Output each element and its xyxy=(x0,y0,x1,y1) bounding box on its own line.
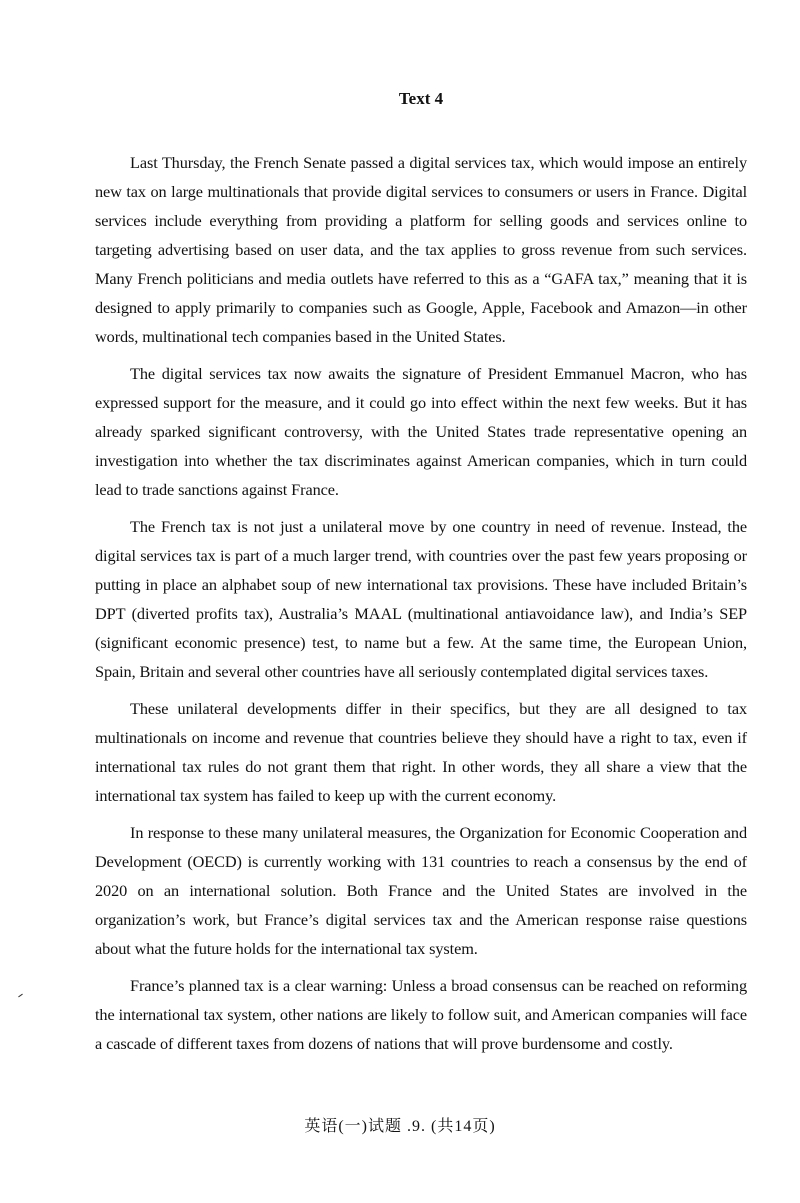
paragraph-6: France’s planned tax is a clear warning: Unless a broad consensus can be reached on reforming the international tax system, other nations are likely to follow suit, and American companies will face a cascade of different taxes from dozens of nations that will prove burdensome and costly. xyxy=(95,976,747,1053)
document-title: Text 4 xyxy=(398,89,444,108)
paragraph-5: In response to these many unilateral measures, the Organization for Economic Cooperation and Development (OECD) is currently working with 131 countries to reach a consensus by the end of 2020 on an international solution. Both France and the United States are involved in the organization’s work, but France’s digital services tax and the American response raise questions about what the future holds for the international tax system. xyxy=(95,823,747,958)
paragraph-3: The French tax is not just a unilateral move by one country in need of revenue. Instead, the digital services tax is part of a much larger trend, with countries over the past few years proposing or putting in place an alphabet soup of new international tax provisions. These have included Britain’s DPT (diverted profits tax), Australia’s MAAL (multinational antiavoidance law), and India’s SEP (significant economic presence) test, to name but a few. At the same time, the European Union, Spain, Britain and several other countries have all seriously contemplated digital services taxes. xyxy=(95,517,747,681)
paragraph-2: The digital services tax now awaits the signature of President Emmanuel Macron, who has expressed support for the measure, and it could go into effect within the next few weeks. But it has already sparked significant controversy, with the United States trade representative opening an investigation into whether the tax discriminates against American companies, which in turn could lead to trade sanctions against France. xyxy=(95,364,747,499)
paragraph-1: Last Thursday, the French Senate passed a digital services tax, which would impose an entirely new tax on large multinationals that provide digital services to consumers or users in France. Digital services include everything from providing a platform for selling goods and services online to targeting advertising based on user data, and the tax applies to gross revenue from such services. Many French politicians and media outlets have referred to this as a “GAFA tax,” meaning that it is designed to apply primarily to companies such as Google, Apple, Facebook and Amazon—in other words, multinational tech companies based in the United States. xyxy=(95,153,747,346)
document-body xyxy=(95,88,747,1066)
page-footer: 英语(一)试题 .9. (共14页) xyxy=(304,1118,496,1135)
stray-pen-mark xyxy=(18,994,23,998)
paragraph-4: These unilateral developments differ in their specifics, but they are all designed to tax multinationals on income and revenue that countries believe they should have a right to tax, even if international tax rules do not grant them that right. In other words, they all share a view that the international tax system has failed to keep up with the current economy. xyxy=(95,699,747,805)
